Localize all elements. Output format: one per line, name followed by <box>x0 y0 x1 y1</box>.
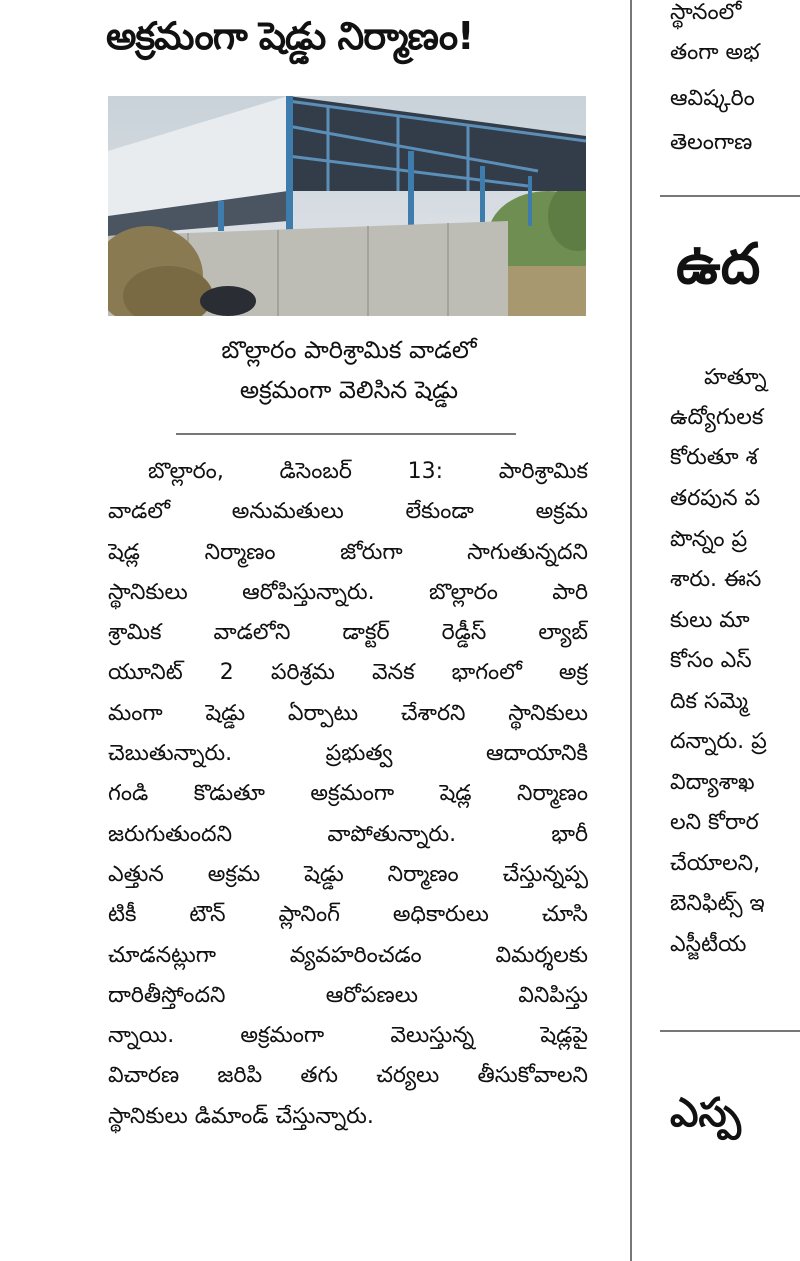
right-body-line: పొన్నం ప్ర <box>670 527 748 552</box>
right-headline: ఉద <box>676 232 761 297</box>
article-headline: అక్రమంగా షెడ్డు నిర్మాణం! <box>106 14 474 58</box>
body-line: న్నాయి. అక్రమంగా వెలుస్తున్న షెడ్లపై <box>108 1023 588 1049</box>
right-body-line: దిక సమ్మె <box>670 689 748 714</box>
right-body-line: కోసం ఎస్ <box>670 648 752 673</box>
body-line: గండి కొడుతూ అక్రమంగా షెడ్ల నిర్మాణం <box>108 781 588 807</box>
body-line: యూనిట్ 2 పరిశ్రమ వెనక భాగంలో అక్ర <box>108 660 588 686</box>
right-body-line: బెనిఫిట్స్ ఇ <box>670 891 765 916</box>
right-body-line: లని కోరార <box>670 810 759 835</box>
right-divider <box>660 1030 800 1032</box>
body-line: టికీ టౌన్ ప్లానింగ్ అధికారులు చూసి <box>108 902 588 928</box>
body-line: ఎత్తున అక్రమ షెడ్డు నిర్మాణం చేస్తున్నప్ప <box>108 861 588 887</box>
right-body-line: విద్యాశాఖ <box>670 770 755 795</box>
right-divider <box>660 195 800 197</box>
right-body-line: ఎస్జీటీయ <box>670 932 747 957</box>
body-line: బొల్లారం, డిసెంబర్ 13: పారిశ్రామిక <box>148 459 588 484</box>
right-article-clipped <box>660 0 800 1261</box>
right-body-line: ఉద్యోగులక <box>670 405 764 430</box>
body-line: చూడనట్లుగా వ్యవహరించడం విమర్శలకు <box>108 942 588 968</box>
caption-line: అక్రమంగా వెలిసిన షెడ్డు <box>239 376 459 404</box>
right-top-line: తంగా అభ <box>670 40 760 65</box>
column-divider <box>630 0 632 1261</box>
article-photo-shed <box>108 96 586 316</box>
body-line: మంగా షెడ్డు ఏర్పాటు చేశారని స్థానికులు <box>108 700 588 726</box>
body-line: వాడలో అనుమతులు లేకుండా అక్రమ <box>108 499 588 525</box>
right-top-line: తెలంగాణ <box>670 130 753 155</box>
right-body-line: కులు మా <box>670 608 750 633</box>
right-body-line: కోరుతూ శ <box>670 445 758 470</box>
right-body-line: చేయాలని, <box>670 851 761 876</box>
right-body-line: తరపున ప <box>670 486 761 511</box>
body-line: చెబుతున్నారు. ప్రభుత్వ ఆదాయానికి <box>108 741 588 767</box>
body-line: స్థానికులు ఆరోపిస్తున్నారు. బొల్లారం పారి <box>108 579 588 605</box>
body-line: షెడ్ల నిర్మాణం జోరుగా సాగుతున్నదని <box>108 539 588 565</box>
right-bottom-headline: ఎస్ప <box>670 1090 741 1136</box>
right-body-line: శారు. ఈస <box>670 567 762 592</box>
photo-caption <box>96 330 602 410</box>
body-line: దారితీస్తోందని ఆరోపణలు వినిపిస్తు <box>108 982 588 1008</box>
left-article <box>96 0 602 1261</box>
body-line: శ్రామిక వాడలోని డాక్టర్ రెడ్డీస్ ల్యాబ్ <box>108 620 588 646</box>
body-line: స్థానికులు డిమాండ్ చేస్తున్నారు. <box>108 1103 374 1129</box>
right-top-line: ఆవిష్కరిం <box>670 86 755 111</box>
body-line: విచారణ జరిపి తగు చర్యలు తీసుకోవాలని <box>108 1063 588 1089</box>
article-body <box>108 452 588 1137</box>
right-body-line: దన్నారు. ప్ర <box>670 729 767 754</box>
body-line: జరుగుతుందని వాపోతున్నారు. భారీ <box>108 821 588 847</box>
caption-divider <box>176 433 516 435</box>
right-top-line: స్థానంలో <box>670 0 742 25</box>
caption-line: బొల్లారం పారిశ్రామిక వాడలో <box>221 336 477 364</box>
right-body-line: హత్నూ <box>704 365 767 390</box>
